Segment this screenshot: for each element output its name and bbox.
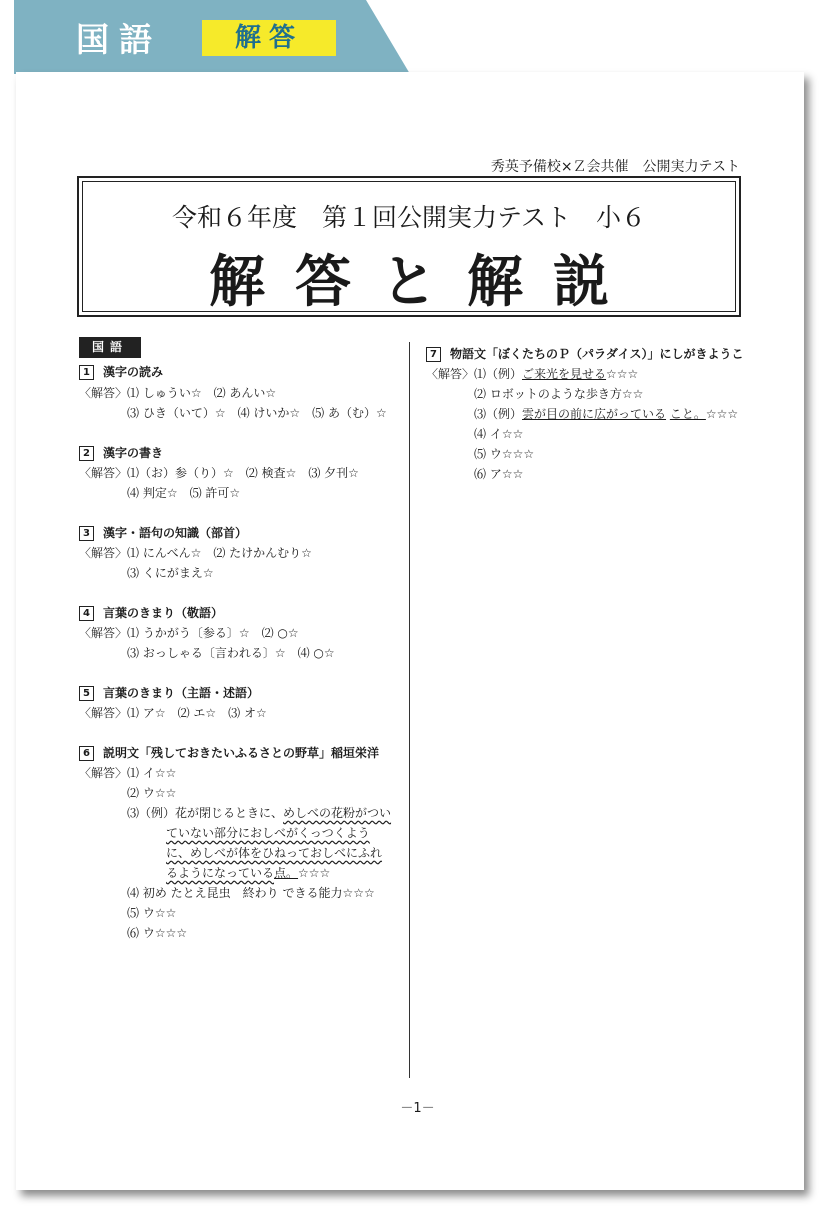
answer-line [426,365,638,382]
answer-line [474,405,738,422]
question-number: 6 [79,746,94,761]
question-number: 7 [426,347,441,362]
answer-line: 〈解答〉⑴（お）参（り）☆ ⑵ 検査☆ ⑶ 夕刊☆ [79,466,359,480]
answer-underlined-text: めしべの花粉がつい [283,806,392,820]
question-5-heading [79,684,259,701]
question-4-heading [79,604,223,621]
answer-stars: ☆☆☆ [298,866,331,880]
answer-underlined-text: るようになっている [166,866,275,880]
publisher-line: 秀英予備校×Ｚ会共催 公開実力テスト [490,159,740,175]
question-6-heading [79,744,379,761]
question-number: 2 [79,446,94,461]
answer-line: 〈解答〉⑴ イ☆☆ [79,766,177,780]
answer-line: ⑷ イ☆☆ [474,427,524,441]
answer-line: ⑷ 初め たとえ昆虫 終わり できる能力☆☆☆ [127,886,375,900]
answer-line: ⑶ ひき（いて）☆ ⑷ けいか☆ ⑸ あ（む）☆ [127,406,387,420]
question-title: 言葉のきまり（主語・述語） [103,686,260,700]
answer-line: ⑶ くにがまえ☆ [127,566,214,580]
question-title: 漢字の読み [103,365,164,379]
column-divider [409,342,410,1078]
answer-line: 〈解答〉⑴ にんべん☆ ⑵ たけかんむり☆ [79,546,312,560]
answer-line: ⑸ ウ☆☆ [127,906,177,920]
answer-prefix: ⑶（例）花が閉じるときに、 [127,806,284,820]
answer-line: ⑵ ウ☆☆ [127,786,177,800]
answer-line [127,804,391,821]
answer-underlined-text: に、めしべが体をひねっておしべにふれ [166,846,383,860]
answer-underlined-text: ていない部分におしべがくっつくよう [166,826,370,840]
answer-line: ⑹ ア☆☆ [474,467,524,481]
question-title: 言葉のきまり（敬語） [103,606,224,620]
question-number: 4 [79,606,94,621]
answer-underlined-text: 点。 [274,866,299,880]
answer-line: ⑷ 判定☆ ⑸ 許可☆ [127,486,241,500]
page-number: －1－ [400,1101,435,1116]
answer-line [166,844,382,861]
answer-line: ⑹ ウ☆☆☆ [127,926,188,940]
question-2-heading [79,444,163,461]
question-1-heading [79,363,163,380]
question-number: 1 [79,365,94,380]
answer-line: 〈解答〉⑴ うかがう〔参る〕☆ ⑵ ○☆ [79,626,299,640]
subject-label: 国語 [76,20,162,59]
answer-prefix: 〈解答〉⑴（例） [426,367,523,381]
question-title: 漢字の書き [103,446,164,460]
question-7-heading [426,345,744,362]
answer-line [166,864,330,881]
answer-underlined-text: こと。 [669,407,706,421]
answer-line: ⑶ おっしゃる〔言われる〕☆ ⑷ ○☆ [127,646,335,660]
document-title: 解答と解説 [209,250,639,315]
question-number: 3 [79,526,94,541]
answer-line: ⑵ ロボットのような歩き方☆☆ [474,387,644,401]
answer-line: 〈解答〉⑴ しゅうい☆ ⑵ あんい☆ [79,386,277,400]
question-title: 漢字・語句の知識（部首） [103,526,248,540]
answer-underlined-text: 雲が目の前に広がっている [522,407,667,421]
title-box [77,176,741,317]
section-label: 国語 [79,337,141,358]
answer-stars: ☆☆☆ [705,407,739,421]
question-3-heading [79,524,247,541]
answer-stars: ☆☆☆ [606,367,639,381]
answer-label: 解答 [202,20,336,56]
answer-line: ⑸ ウ☆☆☆ [474,447,535,461]
question-number: 5 [79,686,94,701]
answer-line [166,824,370,841]
answer-underlined-text: ご来光を見せる [522,367,607,381]
answer-line: 〈解答〉⑴ ア☆ ⑵ エ☆ ⑶ オ☆ [79,706,267,720]
answer-prefix: ⑶（例） [474,407,523,421]
test-title: 令和６年度 第１回公開実力テスト 小６ [171,203,646,232]
question-title: 物語文「ぼくたちのＰ（パラダイス）」にしがきようこ [450,347,744,361]
question-title: 説明文「残しておきたいふるさとの野草」稲垣栄洋 [103,746,380,760]
